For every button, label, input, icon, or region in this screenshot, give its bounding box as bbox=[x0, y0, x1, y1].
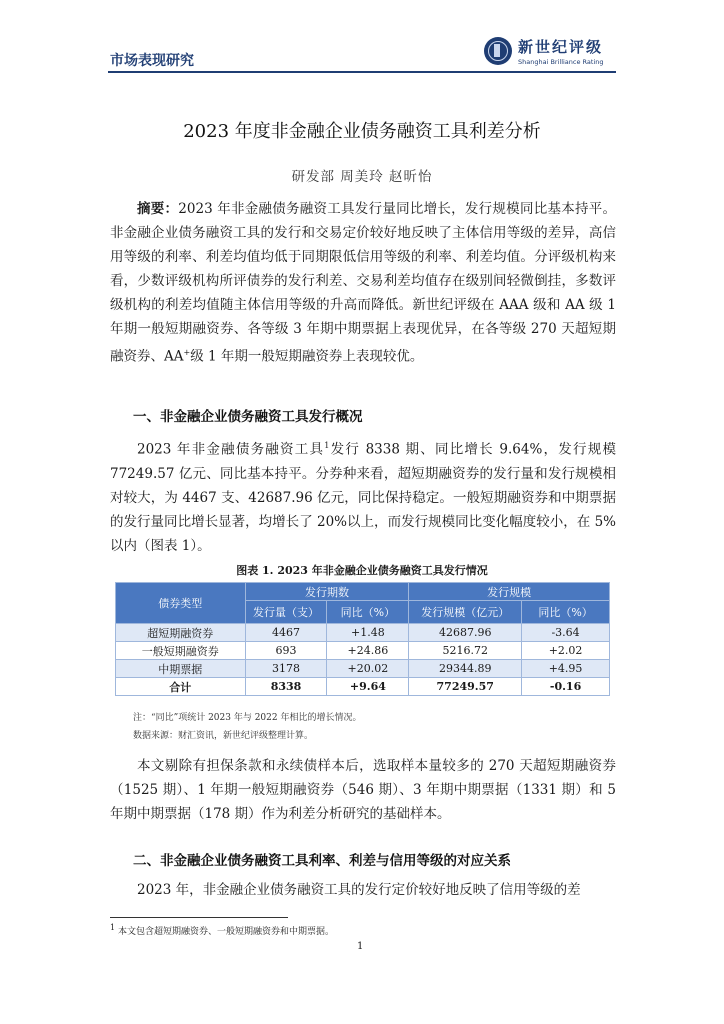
col-group-count: 发行期数 bbox=[245, 583, 409, 601]
footnote-ref: 1 bbox=[324, 441, 330, 450]
abstract-label: 摘要： bbox=[137, 201, 179, 217]
logo-emblem-icon bbox=[484, 37, 512, 65]
page-number: 1 bbox=[357, 941, 364, 952]
abstract-text-2: 级 1 年期一般短期融资券上表现较优。 bbox=[190, 348, 424, 365]
col-header-count-yoy: 同比（%） bbox=[327, 601, 409, 624]
header-section-label: 市场表现研究 bbox=[110, 53, 194, 69]
footnote-text: 本文包含超短期融资券、一般短期融资券和中期票据。 bbox=[115, 927, 334, 937]
abstract-sup: + bbox=[183, 348, 191, 357]
table-total-row: 合计 8338 +9.64 77249.57 -0.16 bbox=[116, 678, 610, 696]
section1-text-1: 2023 年非金融债务融资工具 bbox=[137, 441, 325, 458]
brand-logo bbox=[484, 36, 604, 66]
section1-text-2: 发行 8338 期、同比增长 9.64%，发行规模 77249.57 亿元、同比基本持平。分券种来看，超短期融资券的发行量和发行规模相对较大，为 4467 支、42687.96 亿元，同比保持稳定。一般短期融资券和中期票据的发行量同比增长显著，均增长了 20%以上，而发行规模同比变化幅度较小，在 5%以内（图表 1）。 bbox=[110, 441, 616, 554]
table-row: 中期票据 3178 +20.02 29344.89 +4.95 bbox=[116, 660, 610, 678]
abstract-text-1: 2023 年非金融债务融资工具发行量同比增长，发行规模同比基本持平。非金融企业债务融资工具的发行和交易定价较好地反映了主体信用等级的差异，高信用等级的利率、利差均值均低于同期限低信用等级的利率、利差均值。分评级机构来看，少数评级机构所评债券的发行利差、交易利差均值存在级别间轻微倒挂，多数评级机构的利差均值随主体信用等级的升高而降低。新世纪评级在 AAA 级和 AA 级 1 年期一般短期融资券、各等级 3 年期中期票据上表现优异，在各等级 270 天超短期融资券、AA bbox=[110, 201, 617, 365]
section1-paragraph bbox=[110, 434, 616, 558]
sample-paragraph: 本文剔除有担保条款和永续债样本后，选取样本量较多的 270 天超短期融资券（1525 期）、1 年期一般短期融资券（546 期）、3 年期中期票据（1331 期）和 5 年期中期票据（178 期）作为利差分析研究的基础样本。 bbox=[110, 758, 616, 822]
document-title: 2023 年度非金融企业债务融资工具利差分析 bbox=[183, 121, 541, 142]
col-header-amount: 发行规模（亿元） bbox=[409, 601, 522, 624]
logo-english-name: Shanghai Brilliance Rating bbox=[518, 58, 604, 66]
footnote-mark: 1 bbox=[110, 923, 116, 932]
abstract bbox=[110, 197, 616, 369]
col-group-amount: 发行规模 bbox=[409, 583, 610, 601]
table-row: 超短期融资券 4467 +1.48 42687.96 -3.64 bbox=[116, 624, 610, 642]
table-caption: 图表 1. 2023 年非金融企业债务融资工具发行情况 bbox=[236, 564, 488, 577]
header-divider bbox=[108, 71, 616, 73]
table-note: 注：“同比”项统计 2023 年与 2022 年相比的增长情况。 bbox=[133, 713, 362, 723]
footnote bbox=[110, 923, 334, 937]
logo-chinese-name: 新世纪评级 bbox=[518, 38, 604, 56]
authors-line: 研发部 周美玲 赵昕怡 bbox=[291, 169, 433, 185]
table-row: 一般短期融资券 693 +24.86 5216.72 +2.02 bbox=[116, 642, 610, 660]
col-header-amount-yoy: 同比（%） bbox=[522, 601, 610, 624]
col-header-count: 发行量（支） bbox=[245, 601, 327, 624]
section2-heading: 二、非金融企业债务融资工具利率、利差与信用等级的对应关系 bbox=[133, 853, 511, 869]
table-source: 数据来源：财汇资讯，新世纪评级整理计算。 bbox=[133, 731, 314, 741]
section1-heading: 一、非金融企业债务融资工具发行概况 bbox=[133, 409, 363, 425]
col-header-type: 债券类型 bbox=[116, 583, 246, 624]
section2-paragraph: 2023 年，非金融企业债务融资工具的发行定价较好地反映了信用等级的差 bbox=[137, 882, 581, 898]
issuance-table bbox=[115, 582, 610, 696]
footnote-divider bbox=[110, 917, 288, 918]
